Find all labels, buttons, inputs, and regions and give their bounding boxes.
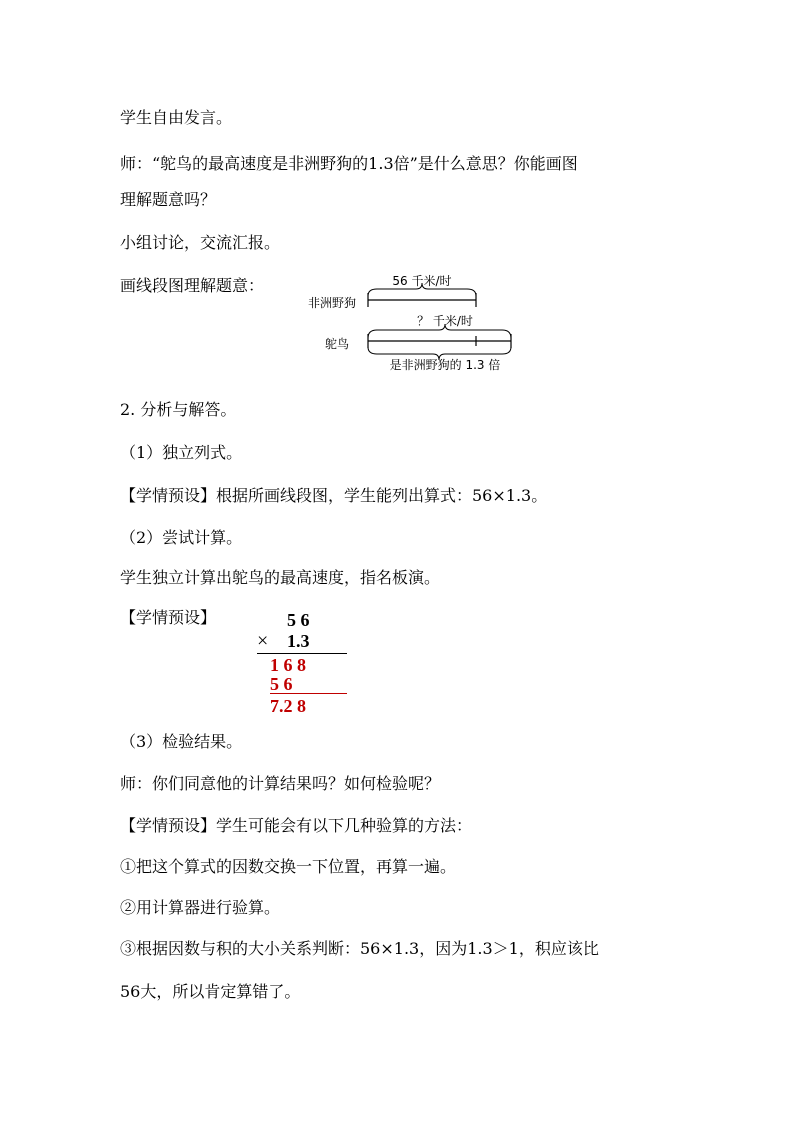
paragraph: 【学情预设】学生可能会有以下几种验算的方法： [120,816,473,835]
sum-rule [270,693,347,694]
partial-product-2: 5 6 [270,674,293,694]
paragraph: 【学情预设】根据所画线段图，学生能列出算式：56×1.3。 [120,486,548,505]
paragraph: 师：你们同意他的计算结果吗？如何检验呢？ [120,774,441,793]
multiplier: 1.3 [287,631,310,651]
paragraph: （1）独立列式。 [120,443,243,462]
final-product: 7.2 8 [270,696,306,716]
section-heading: 2. 分析与解答。 [120,400,237,419]
paragraph: 师：“鸵鸟的最高速度是非洲野狗的1.3倍”是什么意思？你能画图 [120,154,578,173]
dog-speed-label: 56 千米/时 [392,274,452,288]
partial-product-1: 1 6 8 [270,655,306,675]
line-segment-diagram [305,268,525,378]
times-sign: × [257,630,269,652]
relation-label: 是非洲野狗的 1.3 倍 [389,358,501,372]
paragraph: 理解题意吗？ [120,190,217,209]
dog-label: 非洲野狗 [308,296,357,310]
dog-top-brace [368,283,476,296]
paragraph: 小组讨论，交流汇报。 [120,233,281,252]
paragraph: ①把这个算式的因数交换一下位置，再算一遍。 [120,857,457,876]
paragraph: （3）检验结果。 [120,732,243,751]
paragraph: （2）尝试计算。 [120,528,243,547]
paragraph: 【学情预设】 [120,608,217,627]
ostrich-speed-label: ？ 千米/时 [417,314,473,328]
multiplicand: 5 6 [287,610,310,630]
paragraph: 学生自由发言。 [120,108,233,127]
paragraph: 学生独立计算出鸵鸟的最高速度，指名板演。 [120,568,441,587]
ostrich-label: 鸵鸟 [325,337,350,351]
paragraph: ②用计算器进行验算。 [120,898,281,917]
product-rule [257,653,347,654]
paragraph: 56大，所以肯定算错了。 [120,982,301,1001]
paragraph: ③根据因数与积的大小关系判断：56×1.3，因为1.3＞1，积应该比 [120,939,599,958]
paragraph: 画线段图理解题意： [120,276,265,295]
vertical-multiplication [255,610,355,720]
